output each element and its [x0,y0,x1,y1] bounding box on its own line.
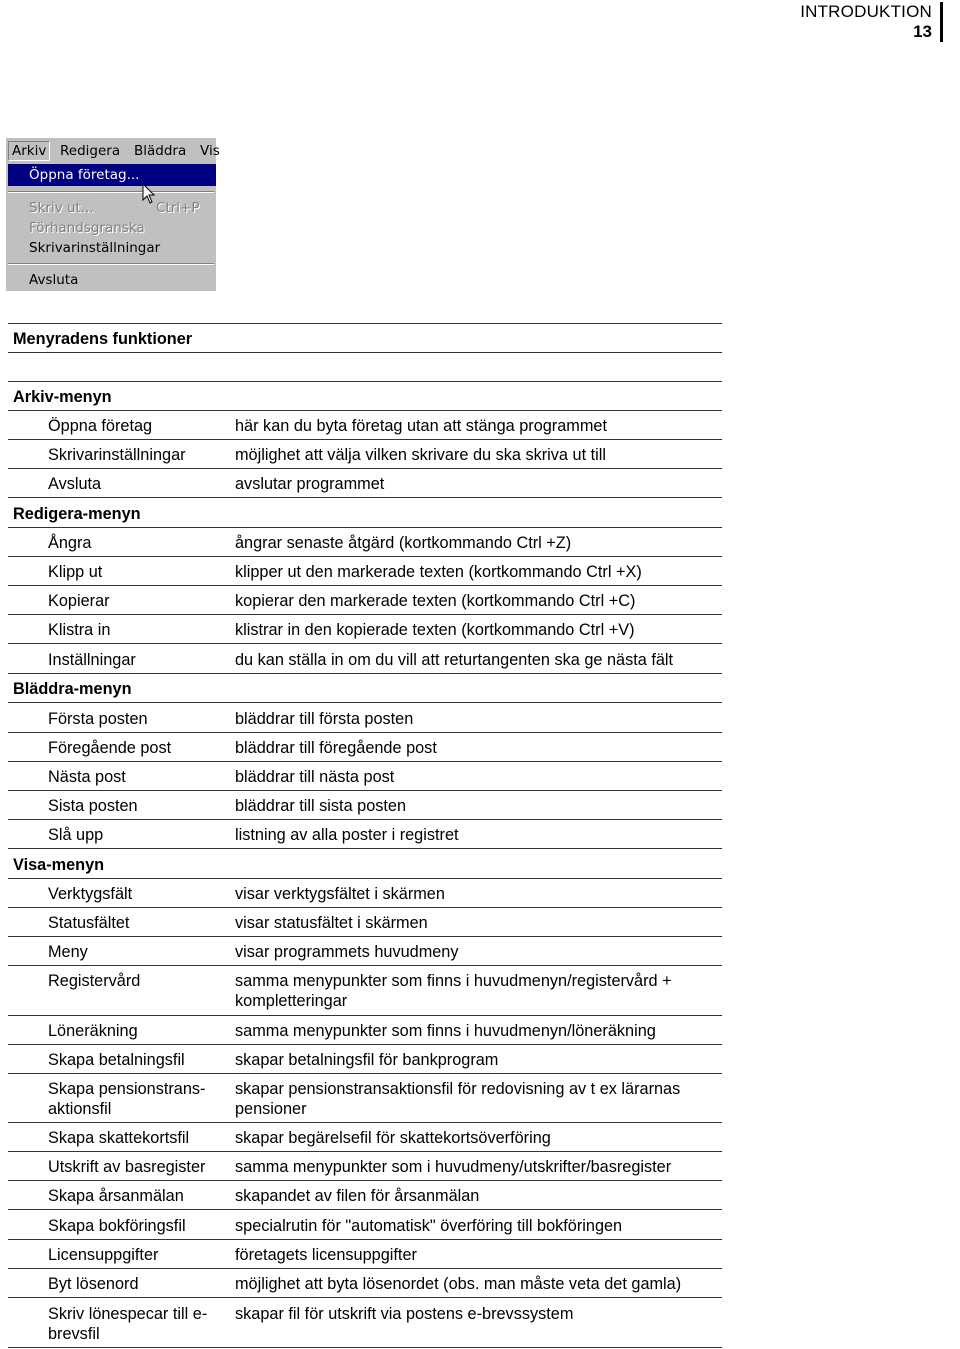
menu-item-description: avslutar programmet [235,475,385,493]
menubar-redigera[interactable]: Redigera [60,143,121,159]
menu-item-name: Slå upp [48,826,104,844]
menu-item-name: Klistra in [48,621,111,639]
menu-item-description: skapar betalningsfil för bankprogram [235,1051,499,1069]
table-rule [8,352,722,353]
table-rule [8,1151,722,1152]
table-rule [8,761,722,762]
section-heading-arkiv: Arkiv-menyn [13,388,112,406]
table-rule [8,1209,722,1210]
menu-item-name: Första posten [48,710,148,728]
menu-item-description: bläddrar till nästa post [235,768,395,786]
menubar [6,138,220,163]
menu-item-name: Löneräkning [48,1022,138,1040]
menu-item-exit[interactable]: Avsluta [29,272,79,288]
menu-item-name: Ångra [48,534,92,552]
menu-item-name: Skapa pensionstrans-aktionsfil [48,1080,206,1118]
table-rule [8,1122,722,1123]
menubar-bladdra[interactable]: Bläddra [134,143,187,159]
table-rule [8,323,722,324]
menu-item-name: Byt lösenord [48,1275,139,1293]
section-heading-visa: Visa-menyn [13,856,105,874]
table-rule [8,878,722,879]
menu-item-print[interactable]: Skriv ut... [29,200,94,216]
menu-item-name: Skrivarinställningar [48,446,186,464]
menu-item-open-label: Öppna företag... [29,167,140,183]
table-rule [8,585,722,586]
page-number: 13 [913,22,932,41]
menu-item-description: klistrar in den kopierade texten (kortkommando Ctrl +V) [235,621,635,639]
menu-separator [8,263,214,265]
menu-item-description: klipper ut den markerade texten (kortkommando Ctrl +X) [235,563,642,581]
menu-item-name: Skapa betalningsfil [48,1051,185,1069]
table-rule [8,1268,722,1269]
table-rule [8,936,722,937]
menu-item-name: Klipp ut [48,563,103,581]
menu-item-description: listning av alla poster i registret [235,826,459,844]
table-rule [8,1180,722,1181]
menu-item-description: bläddrar till sista posten [235,797,407,815]
table-rule [8,410,722,411]
menu-item-name: Avsluta [48,475,102,493]
menu-item-printer-settings[interactable]: Skrivarinställningar [29,240,161,256]
table-rule [8,965,722,966]
menu-item-name: Skapa årsanmälan [48,1187,184,1205]
menu-item-description: möjlighet att byta lösenordet (obs. man måste veta det gamla) [235,1275,682,1293]
menu-item-name: Inställningar [48,651,136,669]
table-rule [8,673,722,674]
table-rule [8,381,722,382]
menu-item-description: skapar fil för utskrift via postens e-brevssystem [235,1305,574,1323]
table-title: Menyradens funktioner [13,330,193,348]
menu-item-description: skapar begärelsefil för skattekortsöverföring [235,1129,551,1147]
menu-item-description: du kan ställa in om du vill att returtangenten ska ge nästa fält [235,651,674,669]
menu-item-name: Öppna företag [48,417,153,435]
menu-item-description: specialrutin för "automatisk" överföring till bokföringen [235,1217,623,1235]
menu-item-description: samma menypunkter som i huvudmeny/utskrifter/basregister [235,1158,672,1176]
menu-item-description: skapar pensionstransaktionsfil för redovisning av t ex lärarnas pensioner [235,1080,681,1118]
menu-item-description: skapandet av filen för årsanmälan [235,1187,480,1205]
menu-item-name: Utskrift av basregister [48,1158,206,1176]
menu-item-description: visar programmets huvudmeny [235,943,459,961]
menu-item-name: Skapa bokföringsfil [48,1217,186,1235]
menu-item-description: här kan du byta företag utan att stänga programmet [235,417,607,435]
menu-item-name: Nästa post [48,768,126,786]
menubar-visa[interactable]: Vis [200,143,220,159]
menu-item-description: möjlighet att välja vilken skrivare du ska skriva ut till [235,446,606,464]
table-rule [8,1015,722,1016]
mouse-pointer-icon [142,183,156,205]
table-rule [8,790,722,791]
table-rule [8,439,722,440]
menu-item-name: Skriv lönespecar till e-brevsfil [48,1305,208,1343]
menu-item-description: kopierar den markerade texten (kortkommando Ctrl +C) [235,592,636,610]
chapter-title: INTRODUKTION [800,2,932,21]
menu-item-name: Registervård [48,972,141,990]
arkiv-menu-screenshot [6,138,220,291]
table-rule [8,1347,722,1348]
menu-item-name: Meny [48,943,88,961]
table-rule [8,819,722,820]
table-rule [8,527,722,528]
menu-item-name: Statusfältet [48,914,130,932]
menu-item-description: samma menypunkter som finns i huvudmenyn/löneräkning [235,1022,656,1040]
table-rule [8,468,722,469]
menu-item-name: Kopierar [48,592,110,610]
table-rule [8,1297,722,1298]
print-shortcut: Ctrl+P [156,200,200,216]
menu-separator [8,191,214,193]
table-rule [8,732,722,733]
table-rule [8,1239,722,1240]
menu-item-open-highlighted[interactable] [8,164,216,186]
menu-item-description: samma menypunkter som finns i huvudmenyn/registervård + kompletteringar [235,972,672,1010]
table-rule [8,907,722,908]
menu-item-preview[interactable]: Förhandsgranska [29,220,145,236]
menu-item-name: Sista posten [48,797,138,815]
table-rule [8,1044,722,1045]
menu-item-description: visar verktygsfältet i skärmen [235,885,445,903]
menu-item-name: Licensuppgifter [48,1246,159,1264]
section-heading-bladdra: Bläddra-menyn [13,680,132,698]
menu-item-description: bläddrar till första posten [235,710,414,728]
menu-item-name: Skapa skattekortsfil [48,1129,190,1147]
table-rule [8,1073,722,1074]
section-heading-redigera: Redigera-menyn [13,505,141,523]
table-rule [8,497,722,498]
menu-item-description: bläddrar till föregående post [235,739,437,757]
table-rule [8,614,722,615]
menu-item-description: visar statusfältet i skärmen [235,914,428,932]
table-rule [8,848,722,849]
menubar-arkiv[interactable]: Arkiv [8,141,50,161]
table-rule [8,556,722,557]
table-rule [8,643,722,644]
menu-item-description: företagets licensuppgifter [235,1246,417,1264]
menu-item-description: ångrar senaste åtgärd (kortkommando Ctrl +Z) [235,534,572,552]
menu-item-name: Verktygsfält [48,885,133,903]
table-rule [8,702,722,703]
menu-item-name: Föregående post [48,739,172,757]
page-header [800,2,943,42]
